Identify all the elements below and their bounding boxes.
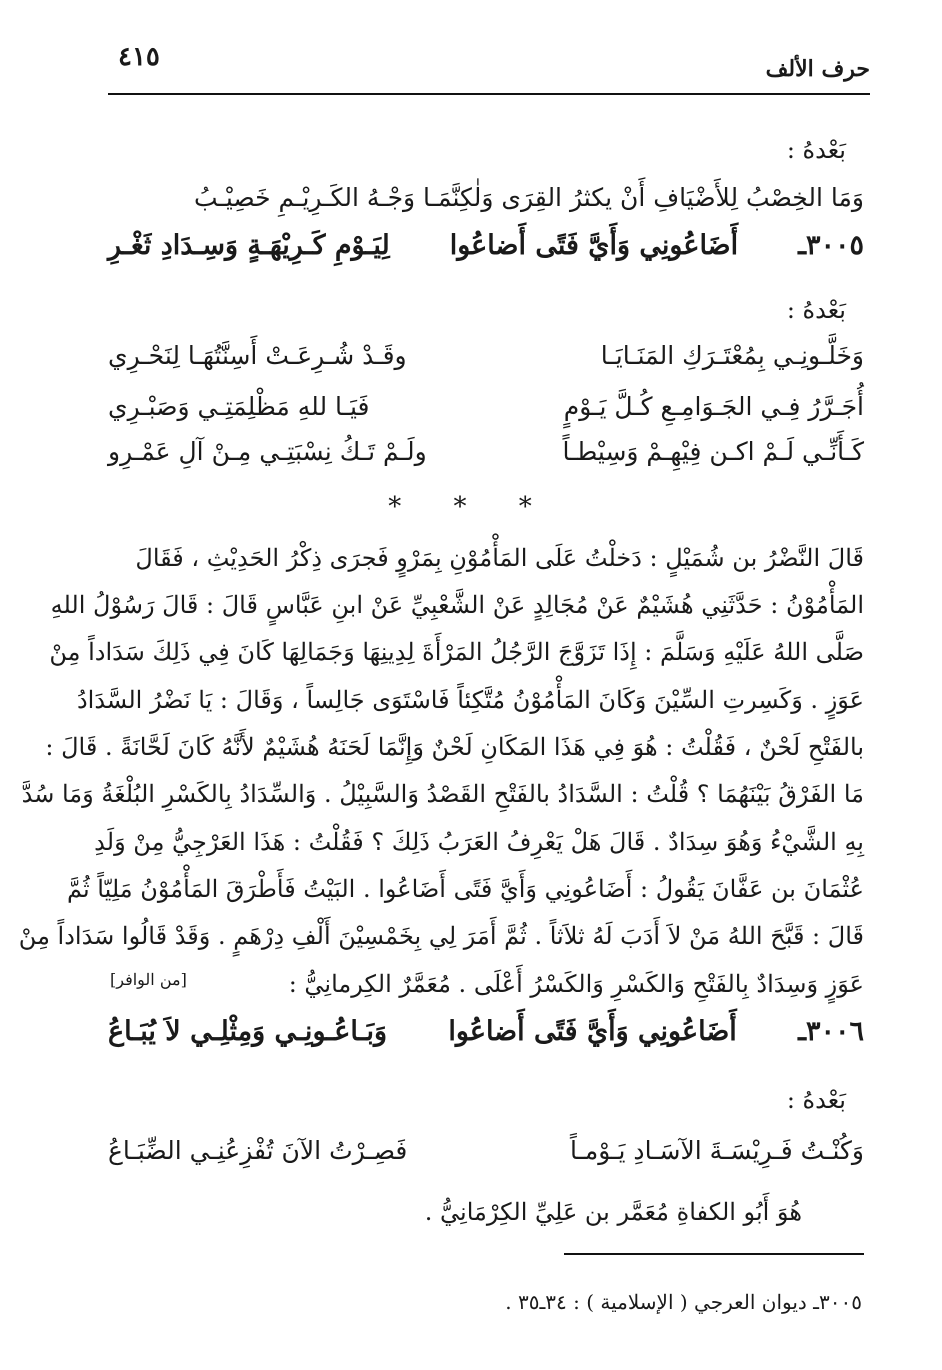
entry-number: ٣٠٠٥ـ	[798, 230, 864, 261]
verse-line: وَمَا الخِصْبُ لِلأَضْيَافِ أَنْ يكثرُ القِرَى وَلٰكِنَّمَـا وَجْـهُ الكَـرِيْـمِ خَصِيْـبُ	[194, 183, 864, 212]
page-number: ٤١٥	[118, 42, 160, 72]
after-label: بَعْدهُ :	[786, 136, 846, 164]
hemistich-2: ولَـمْ تَـكُ نِسْبَتِـي مِـنْ آلِ عَمْـرِو	[108, 437, 427, 466]
entry-3005	[108, 226, 864, 266]
footnote-rule	[564, 1253, 864, 1255]
hemistich-1: كَـأَنِّـي لَـمْ اكـن فِيْهِـمْ وَسِيْطـاً	[562, 437, 864, 466]
prose-line: عَوَزٍ وَسِدَادٌ بِالفَتْحِ وَالكَسْرِ وَالكَسْرُ أَعْلَى . مُعَمَّرٌ الكِرمانِيُّ :	[288, 970, 864, 998]
chapter-title: حرف الألف	[765, 56, 870, 82]
meter-label: [من الوافر]	[110, 970, 187, 989]
hemistich-1: أَضَاعُونِي وَأَيَّ فَتًى أَضاعُوا	[449, 230, 739, 261]
section-separator: * * *	[388, 492, 554, 522]
after-label: بَعْدهُ :	[786, 296, 846, 324]
prose-line: المَأْمُوْنُ : حَدَّثَنِي هُشَيْمٌ عَنْ مُجَالِدٍ عَنْ الشَّعْبِيِّ عَنْ ابنِ عَبَّاسٍ قَالَ : قَالَ رَسُوْلُ اللهِ	[50, 591, 864, 619]
header-rule	[108, 93, 870, 95]
after-label: بَعْدهُ :	[786, 1086, 846, 1114]
prose-line: صَلَّى اللهُ عَلَيْهِ وَسَلَّمَ : إِذَا تَزَوَّجَ الرَّجُلُ المَرْأَةَ لِدِينِهَا وَجَمَالِهَا كَانَ فِي ذَلِكَ سَدَاداً مِنْ	[49, 638, 864, 666]
poem-line	[108, 387, 864, 427]
prose-line: عَوَزٍ . وَكَسِرتِ السِّيْنَ وَكَانَ المَأْمُوْنُ مُتَّكِئاً فَاسْتَوَى جَالِساً ، وَقَالَ : يَا نَضْرُ السَّدَادُ	[76, 686, 864, 714]
prose-line: مَا الفَرْقُ بَيْنَهُمَا ؟ قُلْتُ : السَّدَادُ بالفَتْحِ القَصْدُ وَالسَّبِيْلُ . وَالسِّدَادُ بِالكَسْرِ البُلْغَةُ وَمَا سُدَّ	[21, 780, 864, 808]
prose-line: بالفَتْحِ لَحْنٌ ، فَقُلْتُ : هُوَ فِي هَذَا المَكَانِ لَحْنٌ وَإِنَّمَا لَحَنَهُ هُشَيْمٌ لأَنَّهُ كَانَ لَحَّانَةً . قَالَ :	[45, 733, 864, 761]
page-header	[108, 38, 870, 88]
attribution-line: هُوَ أَبُو الكفاةِ مُعَمَّر بن عَلِيِّ الكِرْمَانِيُّ .	[424, 1198, 802, 1226]
hemistich-1: وَخَلَّـونِـي بِمُعْتَـرَكِ المَنَـايَـا	[600, 341, 864, 370]
hemistich-1: وَكُنْـتُ فَـرِيْسَـةَ الآسَـادِ يَـوْمـاً	[569, 1136, 864, 1165]
poem-line	[108, 432, 864, 472]
hemistich-2: فَصِـرْتُ الآنَ تُفْزِعُنِـي الضِّبَـاعُ	[108, 1136, 408, 1165]
footnote: ٣٠٠٥ـ ديوان العرجي ( الإسلامية ) : ٣٤ـ٣٥ .	[505, 1290, 862, 1314]
prose-line: بِهِ الشَّيْءُ وَهُوَ سِدَادٌ . قَالَ هَلْ يَعْرِفُ العَرَبُ ذَلِكَ ؟ فَقُلْتُ : هَذَا العَرْجِيُّ مِنْ وَلَدِ	[94, 828, 864, 856]
hemistich-2: وقَـدْ شُـرِعَـتْ أَسِنَّتُهَـا لِنَحْـرِي	[108, 341, 407, 370]
poem-line	[108, 1131, 864, 1171]
entry-number: ٣٠٠٦ـ	[798, 1016, 864, 1047]
hemistich-2: لِيَـوْمِ كَـرِيْهَـةٍ وَسِـدَادِ ثَغْـرِ	[108, 230, 390, 261]
hemistich-1: أَضَاعُونِي وَأَيَّ فَتًى أَضاعُوا	[448, 1016, 737, 1047]
poem-line	[108, 336, 864, 376]
hemistich-1: أُجَـرَّرُ فِـي الجَـوَامِـعِ كُـلَّ يَـوْمٍ	[563, 392, 864, 421]
hemistich-2: فَيَـا للهِ مَظْلِمَتِـي وَصَبْـرِي	[108, 392, 370, 421]
prose-line: قَالَ : قَبَّحَ اللهُ مَنْ لاَ أَدَبَ لَهُ ثلاَثاً . ثُمَّ أَمَرَ لِي بِخَمْسِيْنَ أَلْفِ دِرْهَمٍ . وَقَدْ قَالُوا سَدَاداً مِنْ	[18, 922, 864, 950]
hemistich-2: وَبَـاعُـونِـي وَمِثْلِـي لاَ يُبَـاعُ	[108, 1016, 388, 1047]
prose-line: قَالَ النَّضْرُ بن شُمَيْلٍ : دَخلْتُ عَلَى المَأْمُوْنِ بِمَرْوٍ فَجرَى ذِكْرُ الحَدِيْثِ ، فَقَالَ	[135, 544, 864, 572]
prose-line: عُثْمَانَ بن عَفَّانَ يَقُولُ : أَضَاعُونِي وَأَيَّ فَتًى أَضَاعُوا . البَيْتُ فَأَطْرَقَ المَأْمُوْنُ مَلِيّاً ثُمَّ	[66, 875, 864, 903]
entry-3006	[108, 1012, 864, 1052]
